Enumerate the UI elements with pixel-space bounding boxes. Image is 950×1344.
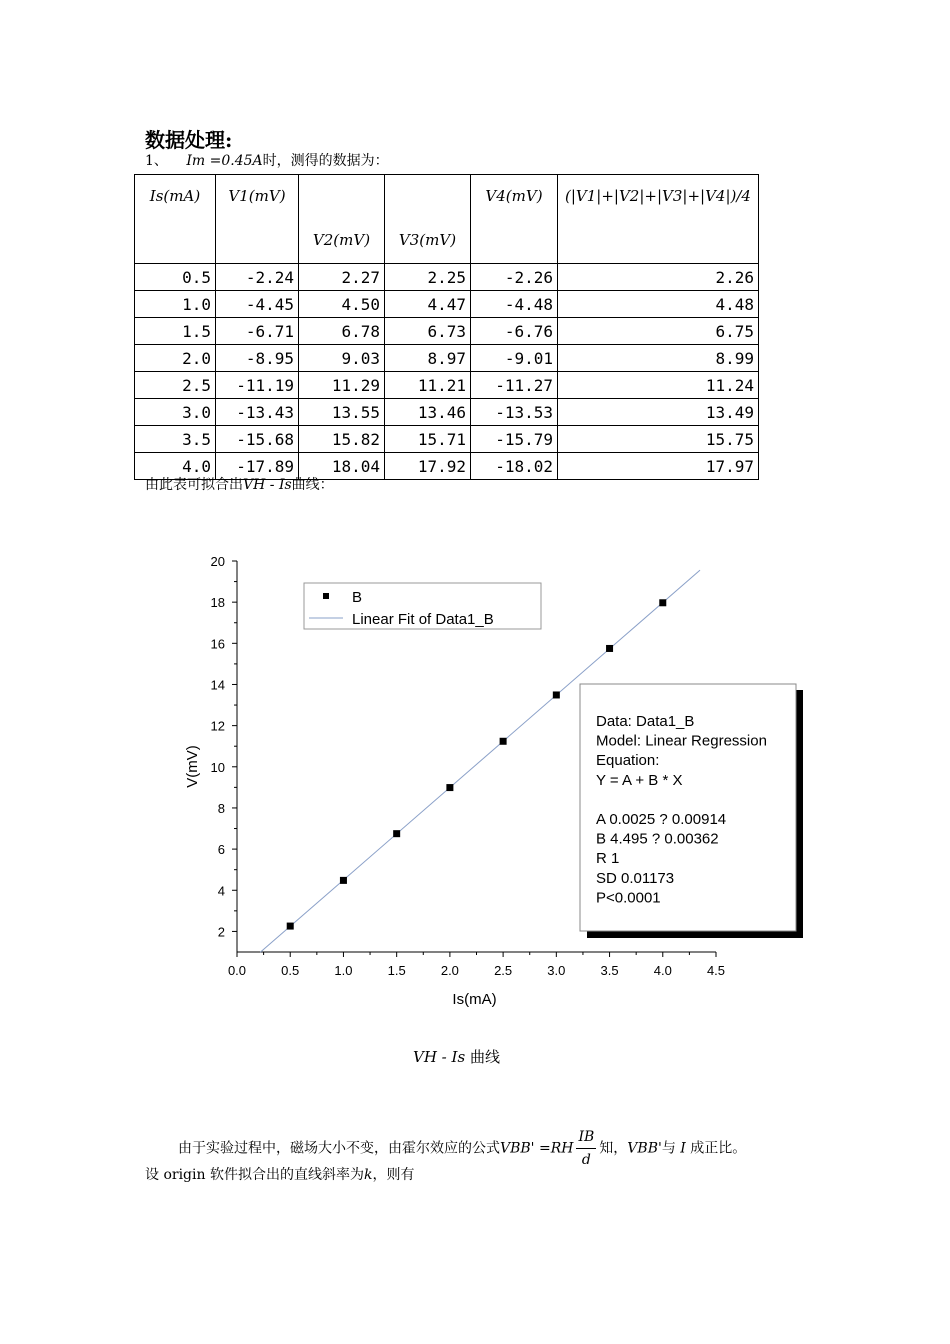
table-cell: 11.24 [558, 372, 759, 399]
table-cell: 8.99 [558, 345, 759, 372]
hall-fraction [576, 1126, 596, 1171]
data-point [340, 877, 347, 884]
table-cell: 11.29 [299, 372, 385, 399]
fit-suffix: 曲线： [291, 477, 334, 493]
y-tick-label: 16 [210, 636, 225, 652]
table-cell: 17.97 [558, 453, 759, 480]
table-cell: 15.71 [385, 426, 471, 453]
fraction-numerator: IB [576, 1126, 596, 1149]
table-cell: 13.55 [299, 399, 385, 426]
table-cell: -13.43 [216, 399, 299, 426]
table-cell: 9.03 [299, 345, 385, 372]
header-v4: V4(mV) [471, 175, 558, 264]
table-cell: 4.50 [299, 291, 385, 318]
table-cell: 2.26 [558, 264, 759, 291]
stats-line: P<0.0001 [596, 889, 661, 907]
data-point [446, 784, 453, 791]
fit-intro: 由此表可拟合出 [145, 477, 243, 493]
table-cell: -15.68 [216, 426, 299, 453]
table-cell: 6.75 [558, 318, 759, 345]
y-tick-label: 12 [210, 718, 225, 734]
table-cell: -2.26 [471, 264, 558, 291]
table-cell: -4.45 [216, 291, 299, 318]
table-cell: 15.75 [558, 426, 759, 453]
y-tick-label: 2 [217, 924, 225, 940]
table-cell: 4.48 [558, 291, 759, 318]
data-point [659, 599, 666, 606]
stats-line: A 0.0025 ? 0.00914 [596, 811, 727, 828]
item-number: 1、 [145, 153, 168, 169]
table-cell: 6.73 [385, 318, 471, 345]
x-tick-label: 3.0 [547, 963, 566, 978]
table-cell: 8.97 [385, 345, 471, 372]
table-cell: 6.78 [299, 318, 385, 345]
legend-marker-b [323, 593, 329, 599]
table-cell: -11.27 [471, 372, 558, 399]
para2-end: ，则有 [372, 1167, 415, 1183]
paragraph-slope [145, 1164, 414, 1184]
table-cell: -13.53 [471, 399, 558, 426]
table-cell: 17.92 [385, 453, 471, 480]
table-cell: -6.76 [471, 318, 558, 345]
x-tick-label: 1.0 [334, 963, 353, 978]
table-cell: -6.71 [216, 318, 299, 345]
table-cell: -15.79 [471, 426, 558, 453]
stats-line: SD 0.01173 [596, 869, 675, 887]
para1-with: 与 [661, 1140, 676, 1157]
fit-variables: VH - Is [243, 477, 292, 493]
table-cell: 13.49 [558, 399, 759, 426]
section-title: 数据处理: [145, 128, 233, 152]
table-cell: 4.0 [135, 453, 216, 480]
y-axis-label: V(mV) [184, 745, 201, 788]
condition-formula: Im =0.45A [186, 153, 263, 169]
table-cell: -4.48 [471, 291, 558, 318]
table-cell: -11.19 [216, 372, 299, 399]
table-cell: 2.0 [135, 345, 216, 372]
legend-label-b: B [352, 589, 363, 606]
y-tick-label: 4 [217, 883, 225, 899]
data-point [500, 738, 507, 745]
table-cell: 3.5 [135, 426, 216, 453]
fraction-denominator: d [581, 1152, 591, 1168]
table-cell: 1.0 [135, 291, 216, 318]
y-tick-label: 8 [217, 800, 225, 816]
legend-label-fit: Linear Fit of Data1_B [352, 611, 494, 628]
para1-text: 由于实验过程中，磁场大小不变，由霍尔效应的公式 [178, 1140, 500, 1157]
x-tick-label: 2.0 [440, 963, 459, 978]
para1-end: 成正比。 [690, 1140, 747, 1157]
caption-variables: VH - Is [413, 1048, 466, 1066]
x-tick-label: 3.5 [600, 963, 619, 978]
x-tick-label: 2.5 [494, 963, 513, 978]
x-tick-label: 4.5 [706, 963, 726, 978]
y-tick-label: 20 [210, 554, 225, 569]
table-cell: -17.89 [216, 453, 299, 480]
x-tick-label: 4.0 [653, 963, 672, 978]
table-cell: -9.01 [471, 345, 558, 372]
header-v3: V3(mV) [385, 175, 471, 264]
header-v2: V2(mV) [299, 175, 385, 264]
data-point [393, 830, 400, 837]
data-point [606, 645, 613, 652]
x-tick-label: 0.5 [281, 963, 300, 978]
table-cell: 15.82 [299, 426, 385, 453]
header-is: Is(mA) [135, 175, 216, 264]
table-cell: 13.46 [385, 399, 471, 426]
x-tick-label: 1.5 [387, 963, 406, 978]
table-cell: -18.02 [471, 453, 558, 480]
table-cell: 18.04 [299, 453, 385, 480]
table-cell: 2.5 [135, 372, 216, 399]
y-tick-label: 10 [210, 759, 225, 775]
stats-line: R 1 [596, 850, 620, 868]
stats-line: B 4.495 ? 0.00362 [596, 830, 719, 848]
table-cell: 2.25 [385, 264, 471, 291]
table-cell: 1.5 [135, 318, 216, 345]
x-axis-label: Is(mA) [452, 991, 497, 1008]
para1-current: I [680, 1140, 686, 1157]
slope-symbol: k [363, 1167, 373, 1183]
header-average: (|V1|+|V2|+|V3|+|V4|)/4 [558, 175, 759, 264]
stats-line: Equation: [596, 752, 660, 770]
table-cell: 2.27 [299, 264, 385, 291]
figure-caption [413, 1046, 500, 1067]
y-tick-label: 6 [217, 842, 225, 858]
data-point [553, 691, 560, 698]
hall-formula-lhs: VBB' =RH [500, 1140, 574, 1157]
caption-suffix: 曲线 [469, 1048, 500, 1066]
table-cell: 4.47 [385, 291, 471, 318]
para1-mid: 知， [599, 1140, 628, 1157]
y-tick-label: 14 [210, 677, 225, 693]
table-cell: 0.5 [135, 264, 216, 291]
x-tick-label: 0.0 [227, 963, 247, 978]
table-cell: -2.24 [216, 264, 299, 291]
condition-suffix: 时，测得的数据为： [262, 153, 389, 169]
para2-text: 设 origin 软件拟合出的直线斜率为 [145, 1167, 364, 1183]
header-v1: V1(mV) [216, 175, 299, 264]
table-cell: -8.95 [216, 345, 299, 372]
stats-line: Model: Linear Regression [596, 732, 767, 750]
table-cell: 11.21 [385, 372, 471, 399]
stats-line: Y = A + B * X [596, 771, 683, 789]
y-tick-label: 18 [210, 595, 225, 611]
data-point [287, 923, 294, 930]
stats-line: Data: Data1_B [596, 713, 695, 730]
para1-voltage: VBB' [627, 1140, 662, 1157]
table-cell: 3.0 [135, 399, 216, 426]
